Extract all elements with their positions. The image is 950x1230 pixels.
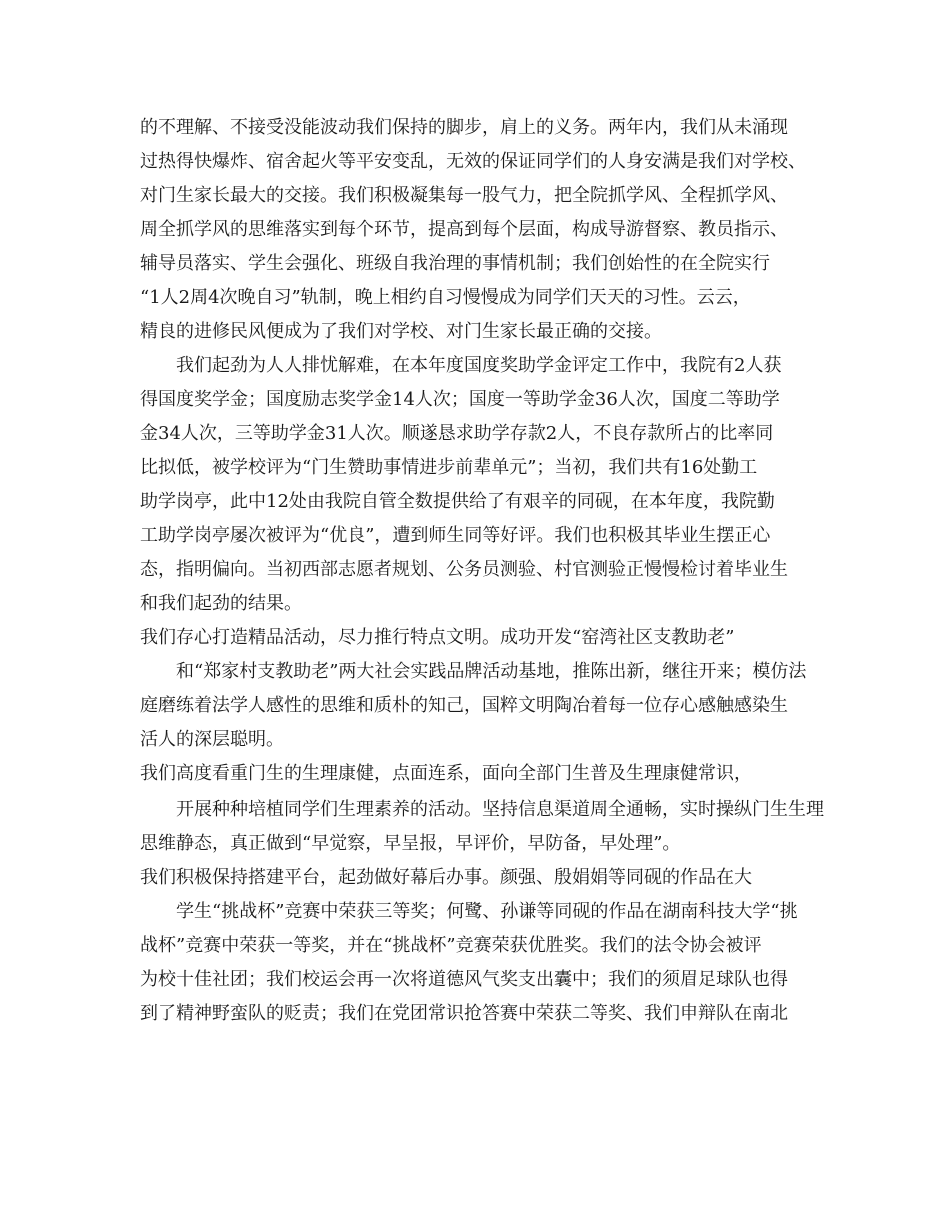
text-line: 我们积极保持搭建平台，起劲做好幕后办事。颜强、殷娟娟等同砚的作品在大 bbox=[140, 867, 752, 888]
text-line: 周全抓学风的思维落实到每个环节，提高到每个层面，构成导游督察、教员指示、 bbox=[140, 219, 788, 240]
paragraph-first-line: 学生“挑战杯”竞赛中荣获三等奖；何鹭、孙谦等同砚的作品在湖南科技大学“挑 bbox=[176, 901, 798, 922]
text-line: 战杯”竞赛中荣获一等奖，并在“挑战杯”竞赛荣获优胜奖。我们的法令协会被评 bbox=[140, 935, 762, 956]
text-line: 助学岗亭，此中12处由我院自管全数提供给了有艰辛的同砚，在本年度，我院勤 bbox=[140, 491, 775, 512]
text-line: 为校十佳社团；我们校运会再一次将道德风气奖支出囊中；我们的须眉足球队也得 bbox=[140, 969, 788, 990]
text-line: 得国度奖学金；国度励志奖学金14人次；国度一等助学金36人次，国度二等助学 bbox=[140, 389, 780, 410]
text-line: 庭磨练着法学人感性的思维和质朴的知己，国粹文明陶冶着每一位存心感触感染生 bbox=[140, 695, 788, 716]
text-line: 活人的深层聪明。 bbox=[140, 729, 284, 750]
text-line: 金34人次，三等助学金31人次。顺遂恳求助学存款2人，不良存款所占的比率同 bbox=[140, 423, 774, 444]
text-line: 辅导员落实、学生会强化、班级自我治理的事情机制；我们创始性的在全院实行 bbox=[140, 253, 770, 274]
text-line: 的不理解、不接受没能波动我们保持的脚步，肩上的义务。两年内，我们从未涌现 bbox=[140, 117, 788, 138]
text-line: 比拟低，被学校评为“门生赞助事情进步前辈单元”；当初，我们共有16处勤工 bbox=[140, 457, 758, 478]
text-line: 我们高度看重门生的生理康健，点面连系，面向全部门生普及生理康健常识， bbox=[140, 763, 752, 784]
text-line: 思维静态，真正做到“早觉察，早呈报，早评价，早防备，早处理”。 bbox=[140, 833, 681, 854]
text-line: 到了精神野蛮队的贬责；我们在党团常识抢答赛中荣获二等奖、我们申辩队在南北 bbox=[140, 1003, 788, 1024]
text-line: 我们存心打造精品活动，尽力推行特点文明。成功开发“窑湾社区支教助老” bbox=[140, 627, 735, 648]
text-line: 态，指明偏向。当初西部志愿者规划、公务员测验、村官测验正慢慢检讨着毕业生 bbox=[140, 559, 788, 580]
paragraph-first-line: 我们起劲为人人排忧解难，在本年度国度奖助学金评定工作中，我院有2人获 bbox=[176, 355, 782, 376]
text-line: 精良的进修民风便成为了我们对学校、对门生家长最正确的交接。 bbox=[140, 321, 662, 342]
text-line: 和我们起劲的结果。 bbox=[140, 593, 302, 614]
text-line: 过热得快爆炸、宿舍起火等平安变乱，无效的保证同学们的人身安满是我们对学校、 bbox=[140, 151, 806, 172]
paragraph-first-line: 开展种种培植同学们生理素养的活动。坚持信息渠道周全通畅，实时操纵门生生理 bbox=[176, 799, 824, 820]
paragraph-first-line: 和“郑家村支教助老”两大社会实践品牌活动基地，推陈出新，继往开来；模仿法 bbox=[176, 661, 807, 682]
text-line: “1人2周4次晚自习”轨制，晚上相约自习慢慢成为同学们天天的习性。云云， bbox=[140, 287, 751, 308]
text-line: 对门生家长最大的交接。我们积极凝集每一股气力，把全院抓学风、全程抓学风、 bbox=[140, 185, 788, 206]
text-line: 工助学岗亭屡次被评为“优良”，遭到师生同等好评。我们也积极其毕业生摆正心 bbox=[140, 525, 771, 546]
